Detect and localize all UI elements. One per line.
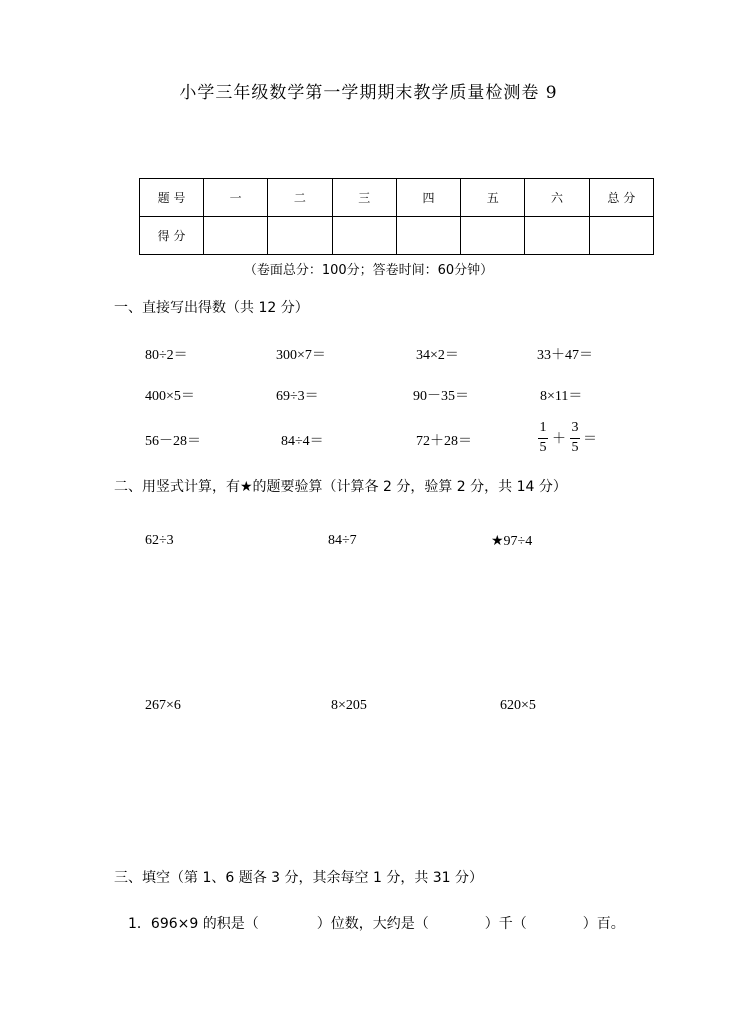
score-note: （卷面总分：100分；答卷时间：60分钟） [243, 263, 494, 278]
calc-item: 400×5＝ [145, 389, 195, 404]
fill-blank-question-1 [128, 913, 625, 933]
calc-item: 300×7＝ [276, 348, 326, 363]
calc-item: 56－28＝ [145, 434, 201, 449]
score-table [139, 178, 654, 255]
score-blank-cell[interactable] [268, 217, 332, 255]
equals-sign: ＝ [583, 432, 597, 447]
fraction-numerator: 3 [571, 420, 579, 435]
vertical-calc-item: 8×205 [331, 698, 367, 713]
score-blank-cell[interactable] [396, 217, 460, 255]
calc-item: 90－35＝ [413, 389, 469, 404]
table-cell-section-6: 六 [525, 179, 589, 217]
section-2-heading: 二、用竖式计算，有★的题要验算（计算各 2 分，验算 2 分，共 14 分） [114, 479, 567, 495]
page-title: 小学三年级数学第一学期期末教学质量检测卷 9 [179, 83, 558, 103]
table-cell-label: 题 号 [140, 179, 204, 217]
calc-item: 8×11＝ [540, 389, 583, 404]
score-blank-cell[interactable] [332, 217, 396, 255]
fraction-numerator: 1 [539, 420, 547, 435]
vertical-calc-item-with-check: ★97÷4 [491, 534, 533, 549]
calc-item: 69÷3＝ [276, 389, 319, 404]
score-blank-cell[interactable] [525, 217, 589, 255]
vertical-calc-item: 84÷7 [328, 533, 357, 548]
section-3-heading: 三、填空（第 1、6 题各 3 分，其余每空 1 分，共 31 分） [114, 870, 484, 886]
table-cell-section-4: 四 [396, 179, 460, 217]
table-cell-section-1: 一 [204, 179, 268, 217]
table-cell-section-5: 五 [461, 179, 525, 217]
fraction-denominator: 5 [571, 440, 579, 455]
question-text: ）位数，大约是（ [316, 916, 429, 932]
plus-operator: ＋ [552, 432, 566, 447]
fraction-bar [538, 438, 548, 439]
score-blank-cell[interactable] [461, 217, 525, 255]
table-cell-section-3: 三 [332, 179, 396, 217]
vertical-calc-item: 62÷3 [145, 533, 174, 548]
vertical-calc-item: 267×6 [145, 698, 181, 713]
calc-item: 84÷4＝ [281, 434, 324, 449]
score-blank-cell[interactable] [589, 217, 653, 255]
table-cell-section-2: 二 [268, 179, 332, 217]
question-text: ）百。 [582, 916, 625, 932]
score-table-header-row [140, 179, 654, 217]
fraction-calc-item [538, 420, 608, 458]
calc-item: 72＋28＝ [416, 434, 472, 449]
calc-item: 34×2＝ [416, 348, 459, 363]
vertical-calc-item: 620×5 [500, 698, 536, 713]
table-cell-total: 总 分 [589, 179, 653, 217]
fraction-denominator: 5 [539, 440, 547, 455]
calc-item: 33＋47＝ [537, 348, 593, 363]
question-text: ）千（ [484, 916, 527, 932]
fraction-bar [570, 438, 580, 439]
table-cell-score-label: 得 分 [140, 217, 204, 255]
score-table-score-row [140, 217, 654, 255]
question-text: 1．696×9 的积是（ [128, 916, 259, 932]
score-blank-cell[interactable] [204, 217, 268, 255]
calc-item: 80÷2＝ [145, 348, 188, 363]
section-1-heading: 一、直接写出得数（共 12 分） [114, 300, 309, 316]
